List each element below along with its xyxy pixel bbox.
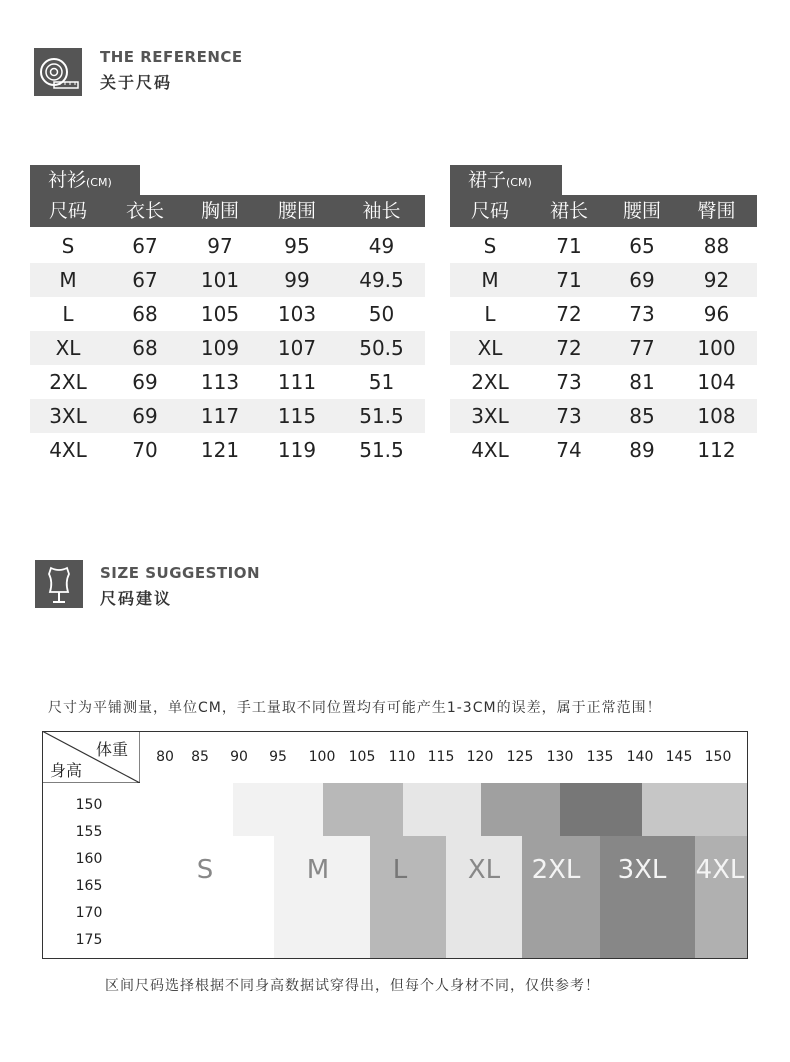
chart-corner (42, 731, 140, 783)
weight-tick-label: 150 (704, 749, 732, 765)
shirt-table-cell: 67 (132, 234, 158, 258)
zone-l-top (323, 783, 403, 836)
shirt-table-cell: 68 (132, 302, 158, 326)
tape-measure-icon (34, 48, 82, 96)
skirt-table-row (450, 433, 757, 467)
skirt-table-cell: 81 (629, 370, 655, 394)
shirt-table-tab (30, 165, 140, 195)
height-tick-label: 165 (75, 878, 103, 894)
shirt-table-cell: 67 (132, 268, 158, 292)
skirt-table-cell: 73 (629, 302, 655, 326)
shirt-table-unit: (CM) (86, 176, 112, 189)
skirt-table-row (450, 399, 757, 433)
shirt-table-row (30, 229, 425, 263)
reference-title-en: THE REFERENCE (100, 48, 243, 66)
shirt-table-cell: 49.5 (359, 268, 404, 292)
skirt-table-cell: 71 (556, 234, 582, 258)
skirt-header-cell: 臀围 (697, 200, 736, 222)
size-label-s: S (196, 855, 214, 885)
skirt-table-cell: 77 (629, 336, 655, 360)
height-tick-label: 160 (75, 851, 103, 867)
shirt-table-cell: 4XL (49, 438, 87, 462)
size-label-3xl: 3XL (617, 855, 667, 885)
weight-tick-label: 90 (230, 749, 248, 765)
height-tick-label: 170 (75, 905, 103, 921)
skirt-header-cell: 尺码 (470, 200, 509, 222)
corner-height-label: 身高 (50, 761, 83, 780)
shirt-table-cell: 121 (200, 438, 240, 462)
skirt-table-cell: 112 (697, 438, 736, 462)
shirt-table-cell: 99 (284, 268, 310, 292)
shirt-table-cell: 3XL (49, 404, 87, 428)
size-label-2xl: 2XL (531, 855, 581, 885)
skirt-table-cell: 72 (556, 302, 582, 326)
weight-tick-label: 85 (191, 749, 209, 765)
skirt-table-header (450, 195, 757, 227)
skirt-header-cell: 裙长 (549, 200, 588, 222)
shirt-table-row (30, 297, 425, 331)
weight-tick-label: 130 (546, 749, 574, 765)
skirt-table-cell: 74 (556, 438, 582, 462)
shirt-table-cell: 68 (132, 336, 158, 360)
skirt-table-tab (450, 165, 562, 195)
skirt-table-unit: (CM) (506, 176, 532, 189)
skirt-table-cell: L (484, 302, 496, 326)
corner-weight-label: 体重 (96, 740, 129, 759)
weight-tick-label: 140 (626, 749, 654, 765)
skirt-table-cell: 96 (703, 302, 730, 326)
skirt-table-cell: 71 (556, 268, 582, 292)
shirt-table-cell: 111 (277, 370, 317, 394)
skirt-table-row (450, 331, 757, 365)
shirt-table-cell: 2XL (49, 370, 87, 394)
skirt-table-cell: 65 (629, 234, 655, 258)
shirt-table-cell: 69 (132, 370, 158, 394)
zone-2xl-top (481, 783, 560, 836)
skirt-table-cell: 92 (703, 268, 730, 292)
shirt-table-cell: 117 (200, 404, 240, 428)
height-tick-label: 155 (75, 824, 103, 840)
skirt-table-cell: 73 (556, 370, 582, 394)
shirt-table-cell: 113 (200, 370, 240, 394)
skirt-table-cell: 3XL (471, 404, 509, 428)
weight-tick-label: 105 (348, 749, 376, 765)
skirt-table-row (450, 297, 757, 331)
suggestion-title-en: SIZE SUGGESTION (100, 564, 261, 582)
shirt-table-cell: 95 (284, 234, 310, 258)
skirt-table-row (450, 263, 757, 297)
shirt-table-cell: 70 (132, 438, 158, 462)
size-label-m: M (306, 855, 330, 885)
shirt-table-row (30, 399, 425, 433)
shirt-table-cell: 115 (277, 404, 317, 428)
weight-tick-label: 95 (269, 749, 287, 765)
shirt-table-row (30, 433, 425, 467)
skirt-table-row (450, 229, 757, 263)
measurement-note: 尺寸为平铺测量，单位CM，手工量取不同位置均有可能产生1-3CM的误差，属于正常范围！ (48, 700, 662, 716)
shirt-table-header (30, 195, 425, 227)
skirt-table-cell: 89 (629, 438, 655, 462)
shirt-table-row (30, 331, 425, 365)
skirt-table-cell: 100 (697, 336, 736, 360)
shirt-table-cell: 97 (207, 234, 233, 258)
shirt-table-cell: M (59, 268, 77, 292)
zone-xl-top (403, 783, 481, 836)
weight-tick-label: 125 (506, 749, 534, 765)
shirt-table-cell: 109 (200, 336, 240, 360)
skirt-table-cell: 108 (697, 404, 736, 428)
height-tick-label: 150 (75, 797, 103, 813)
shirt-table-cell: 69 (132, 404, 158, 428)
shirt-table-cell: 103 (277, 302, 317, 326)
shirt-table-row (30, 365, 425, 399)
suggestion-title-cn: 尺码建议 (100, 589, 173, 608)
shirt-table-cell: S (61, 234, 75, 258)
skirt-table-cell: M (481, 268, 499, 292)
weight-tick-label: 110 (388, 749, 416, 765)
skirt-table-cell: 69 (629, 268, 655, 292)
size-label-l: L (392, 855, 408, 885)
size-label-4xl: 4XL (695, 855, 745, 885)
skirt-table-cell: 72 (556, 336, 582, 360)
shirt-header-cell: 腰围 (277, 200, 316, 222)
mannequin-icon (35, 560, 83, 608)
shirt-header-cell: 衣长 (125, 200, 164, 222)
shirt-table-cell: 51.5 (359, 438, 404, 462)
skirt-header-cell: 腰围 (622, 200, 661, 222)
shirt-table-name: 衬衫 (48, 169, 87, 191)
skirt-table-cell: 73 (556, 404, 582, 428)
weight-tick-label: 100 (308, 749, 336, 765)
shirt-table-cell: 51 (368, 370, 395, 394)
skirt-table-cell: 2XL (471, 370, 509, 394)
skirt-table-cell: 104 (697, 370, 736, 394)
skirt-table-row (450, 365, 757, 399)
shirt-table-cell: 107 (277, 336, 317, 360)
shirt-table-cell: 101 (200, 268, 240, 292)
shirt-header-cell: 尺码 (48, 200, 87, 222)
shirt-table-cell: 105 (200, 302, 240, 326)
shirt-table-cell: 119 (277, 438, 317, 462)
shirt-table-cell: XL (55, 336, 81, 360)
zone-m-top (233, 783, 323, 836)
shirt-table-cell: 50.5 (359, 336, 404, 360)
skirt-table-cell: S (483, 234, 497, 258)
shirt-header-cell: 袖长 (362, 200, 401, 222)
skirt-table-cell: XL (477, 336, 503, 360)
weight-tick-label: 145 (665, 749, 693, 765)
weight-tick-label: 120 (466, 749, 494, 765)
shirt-header-cell: 胸围 (200, 200, 239, 222)
skirt-table-cell: 88 (703, 234, 730, 258)
weight-tick-label: 80 (156, 749, 174, 765)
shirt-table-cell: 50 (368, 302, 395, 326)
weight-tick-label: 135 (586, 749, 614, 765)
skirt-table-cell: 4XL (471, 438, 509, 462)
size-label-xl: XL (467, 855, 501, 885)
reference-title-cn: 关于尺码 (100, 73, 173, 92)
skirt-table-name: 裙子 (468, 169, 507, 191)
shirt-table-cell: L (62, 302, 74, 326)
height-tick-label: 175 (75, 932, 103, 948)
skirt-table-cell: 85 (629, 404, 655, 428)
shirt-table-cell: 51.5 (359, 404, 404, 428)
zone-4xl-top (642, 783, 747, 836)
zone-3xl-top (560, 783, 642, 836)
weight-tick-label: 115 (427, 749, 455, 765)
shirt-table-cell: 49 (368, 234, 395, 258)
reference-disclaimer: 区间尺码选择根据不同身高数据试穿得出，但每个人身材不同，仅供参考！ (105, 978, 600, 994)
shirt-table-row (30, 263, 425, 297)
